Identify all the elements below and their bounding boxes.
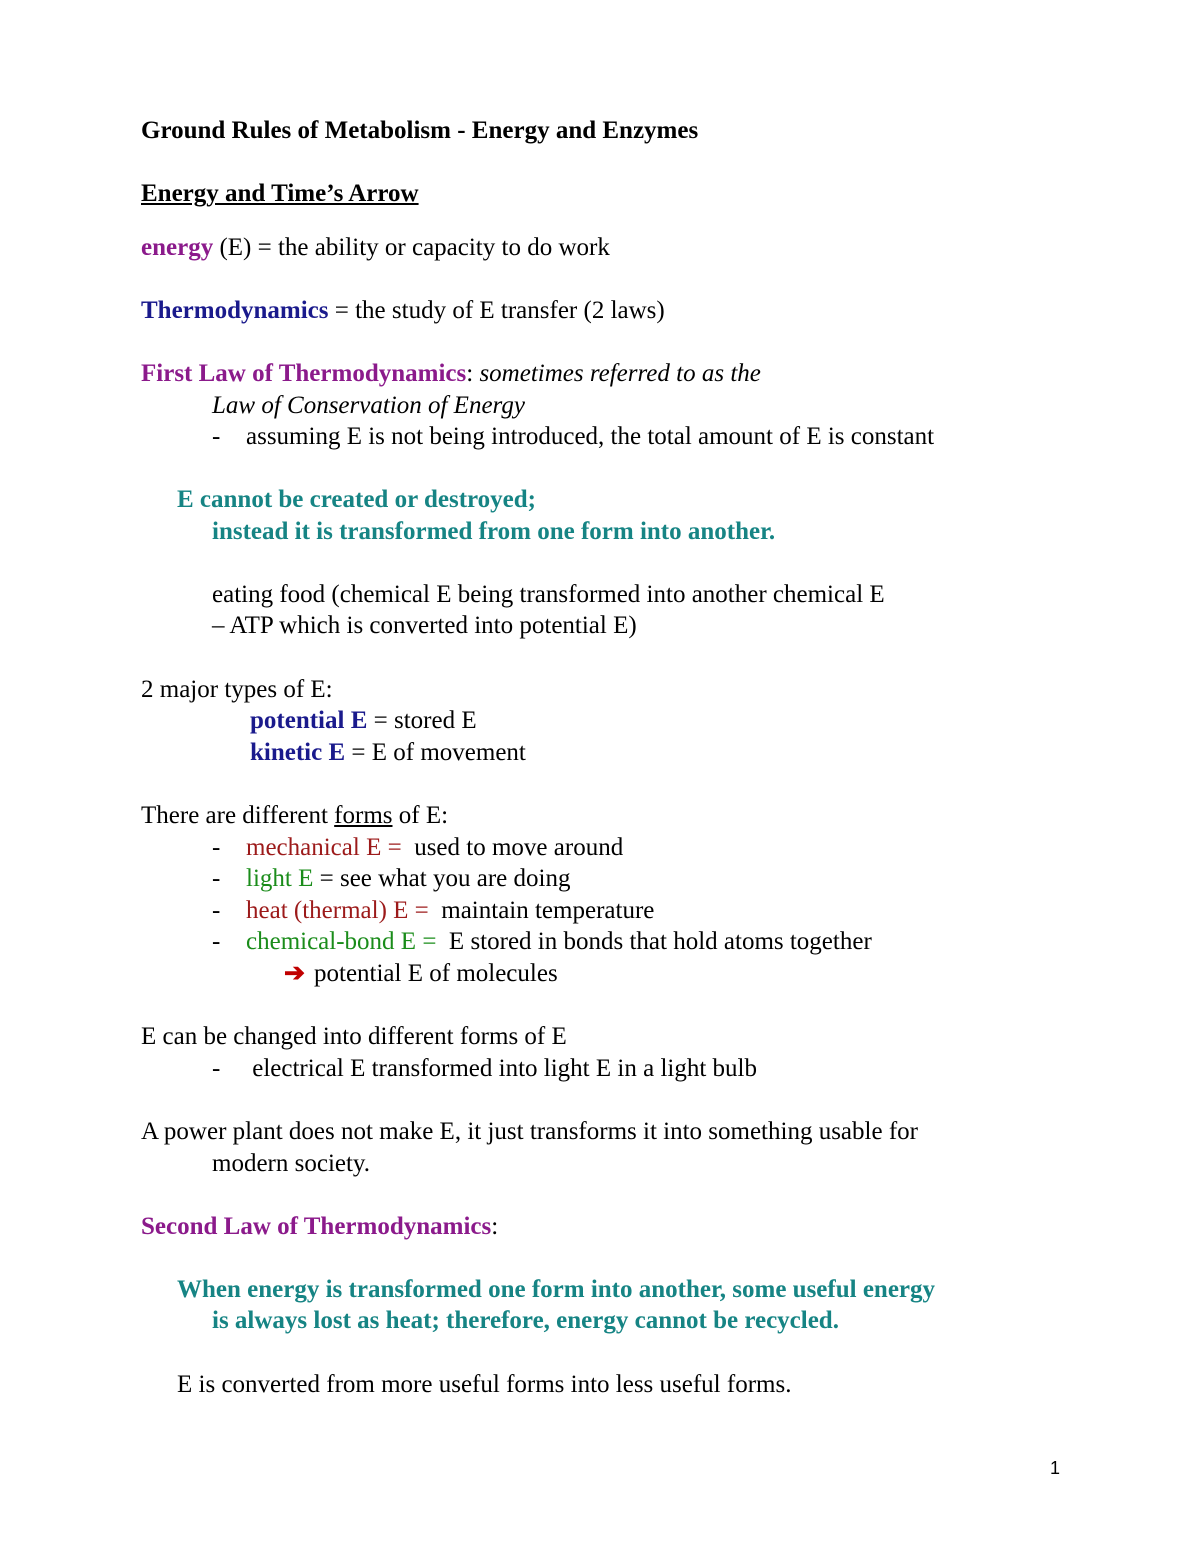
mechanical-energy-term: mechanical E = — [246, 834, 402, 861]
first-law-heading — [141, 359, 761, 389]
kinetic-energy-text: = E of movement — [345, 739, 526, 766]
bullet-dash: - — [212, 834, 221, 861]
list-item — [212, 833, 623, 863]
change-line: E can be changed into different forms of E — [141, 1023, 567, 1050]
forms-intro-after: of E: — [392, 802, 449, 829]
right-arrow-icon: ➔ — [284, 960, 305, 987]
example-line-1: eating food (chemical E being transformed into another chemical E — [212, 581, 885, 608]
chemical-bond-energy-text: E stored in bonds that hold atoms together — [436, 928, 872, 955]
bullet-dash: - — [212, 928, 221, 955]
first-law-colon: : — [466, 360, 474, 387]
energy-term: energy — [141, 234, 214, 261]
bullet-dash: - — [212, 1055, 221, 1082]
chemical-bond-sub-item-text: potential E of molecules — [314, 960, 558, 987]
list-item — [212, 896, 654, 926]
chemical-bond-energy-term: chemical-bond E = — [246, 928, 437, 955]
second-law-colon: : — [491, 1213, 499, 1240]
section-heading: Energy and Time’s Arrow — [141, 180, 419, 207]
list-item — [212, 927, 872, 957]
second-law-statement-line-1: When energy is transformed one form into another, some useful energy — [177, 1276, 936, 1303]
forms-intro-before: There are different — [141, 802, 335, 829]
bullet-dash: - — [212, 423, 221, 450]
list-item — [212, 864, 570, 894]
energy-definition-text: (E) = the ability or capacity to do work — [213, 234, 610, 261]
page-number: 1 — [1050, 1458, 1061, 1478]
change-bullet-text: electrical E transformed into light E in a light bulb — [246, 1055, 757, 1082]
first-law-term: First Law of Thermodynamics — [141, 360, 467, 387]
change-bullet — [212, 1054, 757, 1084]
kinetic-energy-term: kinetic E — [250, 739, 346, 766]
first-law-statement-line-1: E cannot be created or destroyed; — [177, 486, 536, 513]
energy-definition — [141, 233, 610, 263]
forms-intro — [141, 801, 448, 831]
thermodynamics-definition — [141, 296, 665, 326]
bullet-dash: - — [212, 897, 221, 924]
power-plant-line-2: modern society. — [212, 1150, 371, 1177]
first-law-italic-intro: sometimes referred to as the — [473, 360, 761, 387]
kinetic-energy-line — [250, 738, 526, 768]
chemical-bond-sub-item — [284, 959, 558, 989]
second-law-heading — [141, 1212, 498, 1242]
potential-energy-text: = stored E — [367, 707, 477, 734]
second-law-statement-line-2: is always lost as heat; therefore, energy cannot be recycled. — [212, 1307, 839, 1334]
first-law-bullet — [212, 422, 934, 452]
potential-energy-line — [250, 706, 477, 736]
light-energy-text: = see what you are doing — [313, 865, 571, 892]
light-energy-term: light E — [246, 865, 314, 892]
second-law-term: Second Law of Thermodynamics — [141, 1213, 492, 1240]
forms-intro-underlined: forms — [334, 802, 393, 829]
bullet-dash: - — [212, 865, 221, 892]
power-plant-line-1: A power plant does not make E, it just transforms it into something usable for — [141, 1118, 918, 1145]
thermodynamics-term: Thermodynamics — [141, 297, 329, 324]
document-title: Ground Rules of Metabolism - Energy and Enzymes — [141, 117, 699, 144]
heat-energy-term: heat (thermal) E = — [246, 897, 429, 924]
mechanical-energy-text: used to move around — [401, 834, 624, 861]
potential-energy-term: potential E — [250, 707, 368, 734]
example-line-2: – ATP which is converted into potential E) — [212, 612, 637, 639]
thermodynamics-definition-text: = the study of E transfer (2 laws) — [328, 297, 665, 324]
types-intro: 2 major types of E: — [141, 676, 333, 703]
first-law-statement-line-2: instead it is transformed from one form into another. — [212, 518, 776, 545]
heat-energy-text: maintain temperature — [428, 897, 655, 924]
first-law-italic-name: Law of Conservation of Energy — [212, 392, 525, 419]
conversion-line: E is converted from more useful forms into less useful forms. — [177, 1371, 792, 1398]
first-law-bullet-text: assuming E is not being introduced, the total amount of E is constant — [246, 423, 935, 450]
